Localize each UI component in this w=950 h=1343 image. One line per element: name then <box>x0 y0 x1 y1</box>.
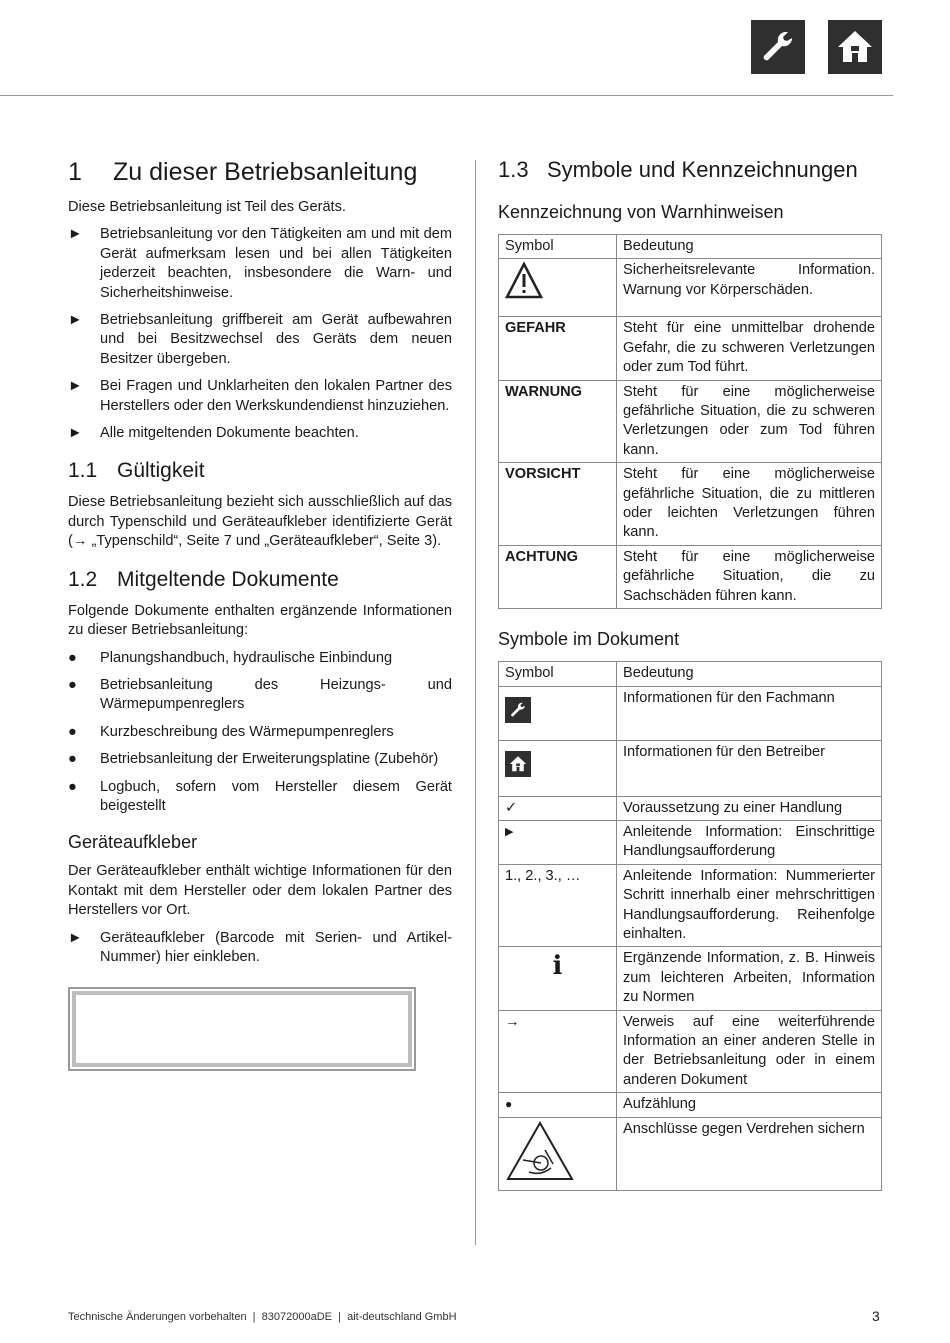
arrow-marker-icon: ► <box>68 378 83 395</box>
header-rule <box>0 95 893 96</box>
table-row: ACHTUNG Steht für eine möglicherweise gefährliche Situation, die zu Sachschäden führen kann. <box>499 545 882 608</box>
section-title-symbols: 1.3 Symbole und Kennzeichnungen <box>498 157 858 182</box>
section-title-validity: 1.1 Gültigkeit <box>68 459 205 483</box>
table-row: 1., 2., 3., … Anleitende Information: Nummerierter Schritt innerhalb einer mehrschrittigen Handlungsaufforderung. Reihenfolge einhalten. <box>499 864 882 947</box>
right-column <box>498 156 882 1191</box>
bullet-icon: ● <box>68 649 77 666</box>
arrow-marker-icon: ► <box>68 929 83 946</box>
page-number: 3 <box>872 1308 880 1324</box>
table-row: ℹ Ergänzende Information, z. B. Hinweis zum leichteren Arbeiten, Information zu Normen <box>499 947 882 1010</box>
info-icon: ℹ <box>552 951 563 982</box>
list-item: ● Logbuch, sofern vom Hersteller diesem Gerät beigestellt <box>68 778 452 814</box>
list-item: ► Betriebsanleitung griffbereit am Gerät aufbewahren und bei Besitzwechsel des Geräts dem neuen Besitzer übergeben. <box>68 312 452 367</box>
left-column <box>68 156 452 1071</box>
bullet-icon: ● <box>68 751 77 768</box>
intro-text: Diese Betriebsanleitung ist Teil des Geräts. <box>68 199 346 215</box>
warn-table-title: Kennzeichnung von Warnhinweisen <box>498 202 784 222</box>
documents-list <box>68 649 452 817</box>
sticker-title: Geräteaufkleber <box>68 832 198 853</box>
bullet-icon: ● <box>68 723 77 740</box>
checkmark-icon: ✓ <box>499 796 617 820</box>
table-row: Informationen für den Fachmann <box>499 686 882 740</box>
instruction-list <box>68 225 452 443</box>
wrench-icon <box>751 20 805 74</box>
table-row: Anschlüsse gegen Verdrehen sichern <box>499 1117 882 1190</box>
document-symbol-table <box>498 661 882 1191</box>
list-item: ► Geräteaufkleber (Barcode mit Serien- und Artikel-Nummer) hier einkleben. <box>68 929 452 965</box>
sticker-text: Der Geräteaufkleber enthält wichtige Informationen für den Kontakt mit dem Hersteller oder dem lokalen Partner des Herstellers vor Ort. <box>68 863 452 919</box>
validity-text: Diese Betriebsanleitung bezieht sich ausschließlich auf das durch Typenschild und Geräteaufkleber identifizierte Gerät (→ „Typenschild“, Seite 7 und „Geräteaufkleber“, Seite 3). <box>68 494 452 550</box>
warning-table <box>498 234 882 609</box>
bullet-icon: ● <box>68 778 77 795</box>
house-icon <box>828 20 882 74</box>
table-row: ● Aufzählung <box>499 1093 882 1117</box>
table-row: Sicherheitsrelevante Information. Warnung vor Körperschäden. <box>499 259 882 317</box>
table-header-row: Symbol Bedeutung <box>499 662 882 686</box>
list-item: ● Planungshandbuch, hydraulische Einbindung <box>68 649 452 668</box>
sticker-placeholder-box <box>68 987 416 1071</box>
list-item: ● Betriebsanleitung der Erweiterungsplatine (Zubehör) <box>68 750 452 769</box>
anti-twist-warning-icon <box>505 1120 575 1182</box>
play-arrow-icon: ▶ <box>499 820 617 864</box>
doc-table-title: Symbole im Dokument <box>498 629 680 650</box>
sticker-list <box>68 929 452 968</box>
table-row: → Verweis auf eine weiterführende Information an einer anderen Stelle in der Betriebsanleitung oder in einem anderen Dokument <box>499 1010 882 1093</box>
footer-text: Technische Änderungen vorbehalten | 83072000aDE | ait-deutschland GmbH <box>68 1311 457 1323</box>
list-item: ● Betriebsanleitung des Heizungs- und Wärmepumpenreglers <box>68 676 452 713</box>
column-divider <box>475 160 476 1245</box>
table-row: ✓ Voraussetzung zu einer Handlung <box>499 796 882 820</box>
table-row: GEFAHR Steht für eine unmittelbar drohende Gefahr, die zu schweren Verletzungen oder zum Tod führt. <box>499 317 882 380</box>
list-item: ► Alle mitgeltenden Dokumente beachten. <box>68 424 452 443</box>
list-item: ● Kurzbeschreibung des Wärmepumpenreglers <box>68 723 452 742</box>
bullet-icon: ● <box>68 676 77 693</box>
table-row: WARNUNG Steht für eine möglicherweise gefährliche Situation, die zu schweren Verletzungen oder zum Tod führen kann. <box>499 380 882 463</box>
house-icon <box>505 751 531 777</box>
warning-triangle-icon <box>505 261 543 301</box>
arrow-marker-icon: ► <box>68 312 83 329</box>
table-row: ▶ Anleitende Information: Einschrittige Handlungsaufforderung <box>499 820 882 864</box>
wrench-icon <box>505 697 531 723</box>
section-title-documents: 1.2 Mitgeltende Dokumente <box>68 567 339 591</box>
arrow-marker-icon: ► <box>68 425 83 442</box>
table-row: Informationen für den Betreiber <box>499 740 882 796</box>
table-row: VORSICHT Steht für eine möglicherweise gefährliche Situation, die zu mittleren oder leichten Verletzungen führen kann. <box>499 463 882 546</box>
reference-arrow-icon: → <box>499 1010 617 1093</box>
chapter-title: 1 Zu dieser Betriebsanleitung <box>68 158 418 186</box>
table-header-row: Symbol Bedeutung <box>499 235 882 259</box>
arrow-marker-icon: ► <box>68 226 83 243</box>
bullet-icon: ● <box>499 1093 617 1117</box>
documents-intro: Folgende Dokumente enthalten ergänzende Informationen zu dieser Betriebsanleitung: <box>68 602 452 639</box>
list-item: ► Betriebsanleitung vor den Tätigkeiten am und mit dem Gerät aufmerksam lesen und bei allen Tätigkeiten jederzeit beachten, insbesondere die Warn- und Sicherheitshinweise. <box>68 226 452 301</box>
list-item: ► Bei Fragen und Unklarheiten den lokalen Partner des Herstellers oder den Werkskundendienst hinzuziehen. <box>68 378 452 414</box>
